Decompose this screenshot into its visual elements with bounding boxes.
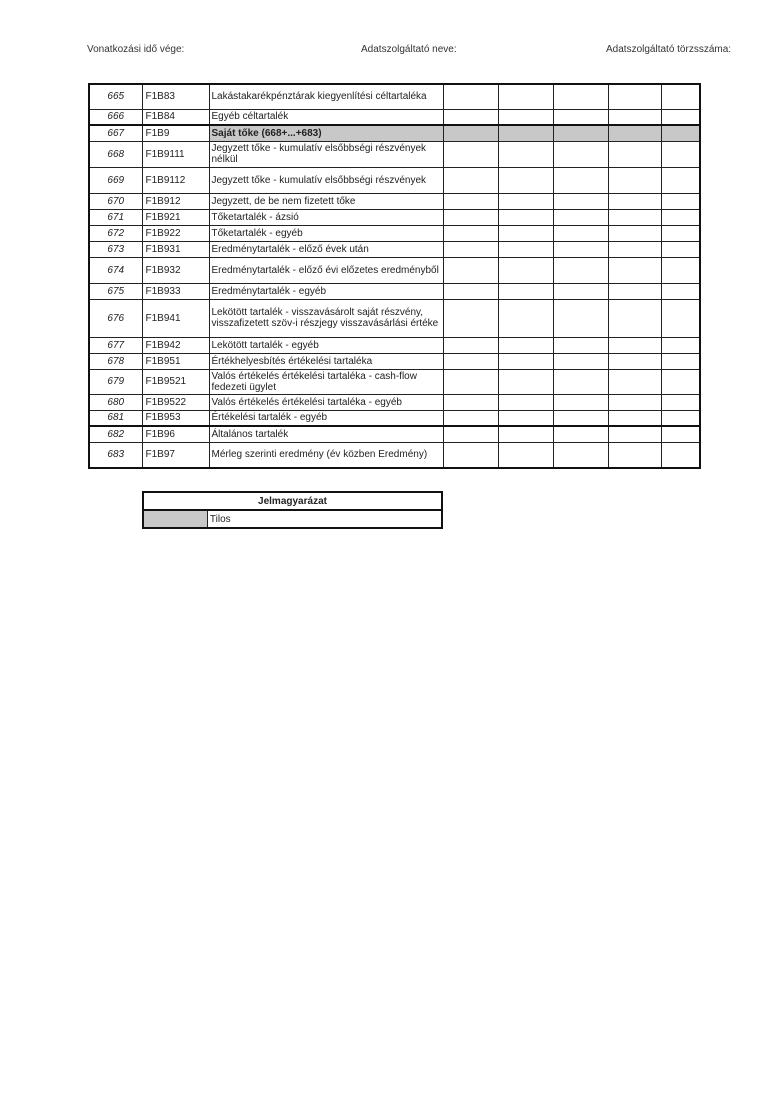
value-cell[interactable] [553, 225, 608, 241]
value-cell[interactable] [608, 141, 661, 167]
value-cell[interactable] [498, 141, 553, 167]
value-cell[interactable] [498, 337, 553, 353]
legend-title: Jelmagyarázat [143, 492, 442, 510]
value-cell[interactable] [661, 353, 700, 369]
row-number: 666 [89, 109, 142, 125]
row-code: F1B931 [142, 241, 209, 257]
value-cell[interactable] [661, 193, 700, 209]
row-number: 679 [89, 369, 142, 394]
row-code: F1B9522 [142, 394, 209, 410]
value-cell[interactable] [661, 257, 700, 283]
value-cell[interactable] [498, 84, 553, 109]
row-code: F1B953 [142, 410, 209, 426]
value-cell[interactable] [608, 442, 661, 468]
header-reference-date-label: Vonatkozási idő vége: [87, 44, 185, 55]
row-description: Eredménytartalék - egyéb [209, 283, 443, 299]
row-description: Lekötött tartalék - egyéb [209, 337, 443, 353]
row-description: Eredménytartalék - előző évi előzetes eredményből [209, 257, 443, 283]
value-cell[interactable] [553, 299, 608, 337]
value-cell[interactable] [553, 209, 608, 225]
value-cell[interactable] [498, 410, 553, 426]
header-provider-id-label: Adatszolgáltató törzsszáma: [606, 44, 732, 55]
value-cell[interactable] [498, 193, 553, 209]
value-cell[interactable] [443, 225, 498, 241]
value-cell[interactable] [608, 394, 661, 410]
table-row [89, 426, 700, 442]
value-cell[interactable] [608, 193, 661, 209]
value-cell[interactable] [661, 283, 700, 299]
value-cell[interactable] [608, 84, 661, 109]
row-code: F1B951 [142, 353, 209, 369]
table-row [89, 141, 700, 167]
value-cell[interactable] [608, 241, 661, 257]
value-cell[interactable] [443, 141, 498, 167]
row-number: 672 [89, 225, 142, 241]
value-cell[interactable] [498, 257, 553, 283]
row-number: 682 [89, 426, 142, 442]
table-row [89, 283, 700, 299]
value-cell[interactable] [443, 84, 498, 109]
value-cell[interactable] [608, 410, 661, 426]
row-code: F1B9 [142, 125, 209, 141]
value-cell[interactable] [498, 353, 553, 369]
value-cell[interactable] [498, 167, 553, 193]
value-cell[interactable] [553, 283, 608, 299]
row-code: F1B84 [142, 109, 209, 125]
row-number: 680 [89, 394, 142, 410]
value-cell[interactable] [498, 225, 553, 241]
value-cell[interactable] [443, 394, 498, 410]
value-cell[interactable] [498, 241, 553, 257]
table-row [89, 193, 700, 209]
value-cell[interactable] [498, 369, 553, 394]
value-cell[interactable] [608, 369, 661, 394]
row-number: 671 [89, 209, 142, 225]
value-cell[interactable] [443, 125, 498, 141]
row-description: Értékhelyesbítés értékelési tartaléka [209, 353, 443, 369]
row-number: 665 [89, 84, 142, 109]
table-row [89, 257, 700, 283]
value-cell[interactable] [553, 241, 608, 257]
legend-label-forbidden: Tilos [207, 510, 442, 528]
table-row [89, 125, 700, 141]
table-row [89, 167, 700, 193]
value-cell[interactable] [443, 442, 498, 468]
value-cell[interactable] [608, 283, 661, 299]
value-cell[interactable] [443, 369, 498, 394]
row-number: 677 [89, 337, 142, 353]
value-cell[interactable] [443, 209, 498, 225]
table-row [89, 394, 700, 410]
row-code: F1B9112 [142, 167, 209, 193]
value-cell[interactable] [661, 125, 700, 141]
balance-sheet-table [88, 83, 701, 469]
row-number: 683 [89, 442, 142, 468]
row-code: F1B941 [142, 299, 209, 337]
value-cell[interactable] [661, 410, 700, 426]
value-cell[interactable] [553, 426, 608, 442]
value-cell[interactable] [661, 442, 700, 468]
value-cell[interactable] [553, 125, 608, 141]
row-number: 678 [89, 353, 142, 369]
value-cell[interactable] [553, 193, 608, 209]
value-cell[interactable] [443, 337, 498, 353]
value-cell[interactable] [498, 109, 553, 125]
value-cell[interactable] [661, 167, 700, 193]
value-cell[interactable] [553, 109, 608, 125]
row-number: 669 [89, 167, 142, 193]
row-number: 676 [89, 299, 142, 337]
row-description: Jegyzett tőke - kumulatív elsőbbségi részvények [209, 167, 443, 193]
row-number: 674 [89, 257, 142, 283]
row-description: Lekötött tartalék - visszavásárolt saját részvény, visszafizetett szöv-i részjegy visszavásárlási értéke [209, 299, 443, 337]
row-code: F1B83 [142, 84, 209, 109]
row-number: 675 [89, 283, 142, 299]
table-row [89, 209, 700, 225]
value-cell[interactable] [553, 141, 608, 167]
table-row [89, 337, 700, 353]
row-description: Egyéb céltartalék [209, 109, 443, 125]
table-row [89, 442, 700, 468]
legend-swatch-forbidden [143, 510, 207, 528]
value-cell[interactable] [608, 353, 661, 369]
value-cell[interactable] [661, 209, 700, 225]
value-cell[interactable] [443, 353, 498, 369]
value-cell[interactable] [553, 84, 608, 109]
value-cell[interactable] [661, 84, 700, 109]
value-cell[interactable] [553, 442, 608, 468]
value-cell[interactable] [661, 394, 700, 410]
table-row [89, 225, 700, 241]
header-provider-name-label: Adatszolgáltató neve: [361, 44, 457, 55]
value-cell[interactable] [661, 141, 700, 167]
row-description: Értékelési tartalék - egyéb [209, 410, 443, 426]
row-code: F1B922 [142, 225, 209, 241]
value-cell[interactable] [608, 167, 661, 193]
row-code: F1B933 [142, 283, 209, 299]
value-cell[interactable] [443, 283, 498, 299]
value-cell[interactable] [443, 257, 498, 283]
row-code: F1B912 [142, 193, 209, 209]
value-cell[interactable] [443, 241, 498, 257]
value-cell[interactable] [661, 225, 700, 241]
value-cell[interactable] [661, 109, 700, 125]
row-code: F1B942 [142, 337, 209, 353]
row-code: F1B96 [142, 426, 209, 442]
row-description: Saját tőke (668+...+683) [209, 125, 443, 141]
table-row [89, 84, 700, 109]
row-number: 668 [89, 141, 142, 167]
value-cell[interactable] [553, 167, 608, 193]
value-cell[interactable] [608, 257, 661, 283]
value-cell[interactable] [661, 426, 700, 442]
row-description: Tőketartalék - ázsió [209, 209, 443, 225]
value-cell[interactable] [443, 167, 498, 193]
row-code: F1B97 [142, 442, 209, 468]
value-cell[interactable] [661, 369, 700, 394]
value-cell[interactable] [661, 337, 700, 353]
table-row [89, 410, 700, 426]
value-cell[interactable] [553, 394, 608, 410]
row-number: 681 [89, 410, 142, 426]
row-description: Eredménytartalék - előző évek után [209, 241, 443, 257]
value-cell[interactable] [553, 410, 608, 426]
row-code: F1B9521 [142, 369, 209, 394]
row-code: F1B932 [142, 257, 209, 283]
value-cell[interactable] [608, 125, 661, 141]
value-cell[interactable] [608, 426, 661, 442]
value-cell[interactable] [498, 283, 553, 299]
value-cell[interactable] [443, 426, 498, 442]
row-description: Valós értékelés értékelési tartaléka - egyéb [209, 394, 443, 410]
value-cell[interactable] [608, 109, 661, 125]
row-code: F1B921 [142, 209, 209, 225]
row-number: 667 [89, 125, 142, 141]
value-cell[interactable] [553, 369, 608, 394]
table-row [89, 299, 700, 337]
row-description: Általános tartalék [209, 426, 443, 442]
value-cell[interactable] [608, 225, 661, 241]
row-description: Jegyzett, de be nem fizetett tőke [209, 193, 443, 209]
table-row [89, 109, 700, 125]
value-cell[interactable] [661, 241, 700, 257]
row-description: Mérleg szerinti eredmény (év közben Eredmény) [209, 442, 443, 468]
value-cell[interactable] [553, 337, 608, 353]
value-cell[interactable] [608, 337, 661, 353]
value-cell[interactable] [608, 209, 661, 225]
value-cell[interactable] [443, 299, 498, 337]
value-cell[interactable] [443, 109, 498, 125]
value-cell[interactable] [498, 442, 553, 468]
table-row [89, 241, 700, 257]
table-row [89, 369, 700, 394]
value-cell[interactable] [443, 410, 498, 426]
row-description: Valós értékelés értékelési tartaléka - cash-flow fedezeti ügylet [209, 369, 443, 394]
value-cell[interactable] [553, 257, 608, 283]
value-cell[interactable] [661, 299, 700, 337]
row-description: Lakástakarékpénztárak kiegyenlítési céltartaléka [209, 84, 443, 109]
value-cell[interactable] [498, 125, 553, 141]
row-number: 670 [89, 193, 142, 209]
table-row [89, 353, 700, 369]
value-cell[interactable] [443, 193, 498, 209]
value-cell[interactable] [498, 209, 553, 225]
row-number: 673 [89, 241, 142, 257]
row-description: Jegyzett tőke - kumulatív elsőbbségi részvények nélkül [209, 141, 443, 167]
value-cell[interactable] [498, 426, 553, 442]
legend-table [142, 491, 443, 529]
value-cell[interactable] [498, 299, 553, 337]
value-cell[interactable] [498, 394, 553, 410]
value-cell[interactable] [608, 299, 661, 337]
row-code: F1B9111 [142, 141, 209, 167]
row-description: Tőketartalék - egyéb [209, 225, 443, 241]
value-cell[interactable] [553, 353, 608, 369]
